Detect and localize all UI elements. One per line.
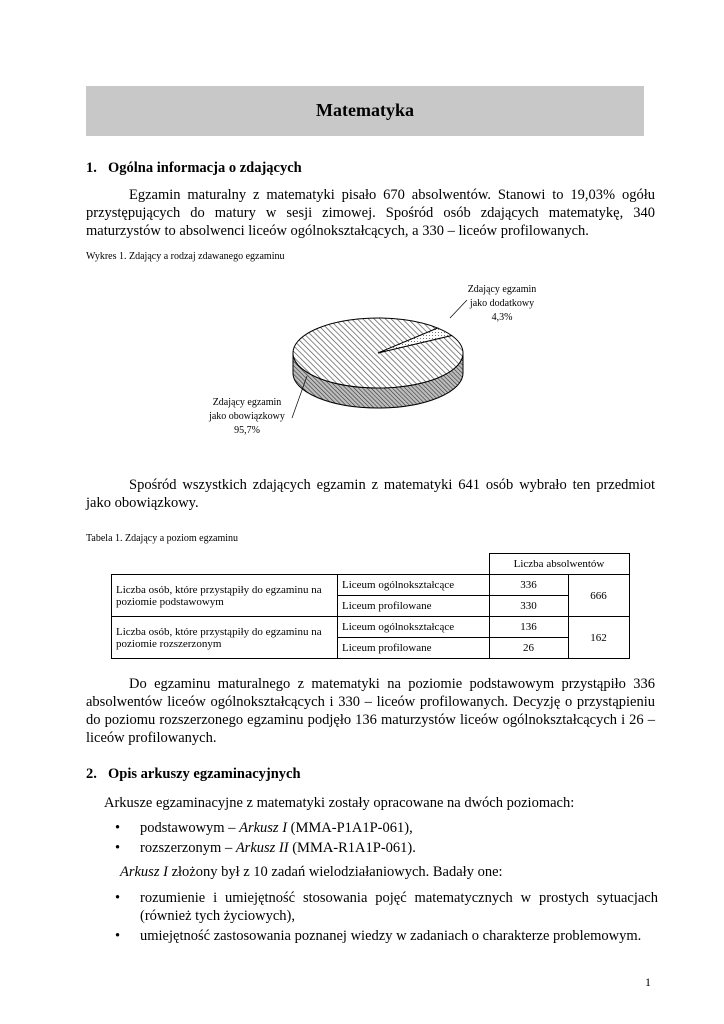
- table-header-row: [112, 554, 630, 575]
- count-cell: 136: [489, 617, 568, 638]
- bullet-icon: •: [115, 820, 121, 836]
- table-header: Liczba absolwentów: [489, 554, 629, 575]
- section-2-intro: Arkusze egzaminacyjne z matematyki zostały opracowane na dwóch poziomach:: [104, 795, 575, 811]
- section-1-heading: [86, 160, 302, 177]
- table-1: [111, 553, 630, 659]
- section-2-title: Opis arkuszy egzaminacyjnych: [108, 766, 301, 782]
- school-type: Liceum ogólnokształcące: [338, 617, 490, 638]
- school-type: Liceum profilowane: [338, 638, 490, 659]
- group-label: Liczba osób, które przystąpiły do egzaminu na poziomie podstawowym: [112, 575, 338, 617]
- label-obowiazkowy-line1: Zdający egzamin: [212, 397, 282, 408]
- table-row: [112, 617, 630, 638]
- figure-1-caption: Wykres 1. Zdający a rodzaj zdawanego egzaminu: [86, 251, 285, 262]
- list-item: • rozumienie i umiejętność stosowania pojęć matematycznych w prostych sytuacjach (również tych życiowych),: [115, 890, 658, 924]
- label-obowiazkowy-value: 95,7%: [234, 425, 260, 436]
- table-1-caption: Tabela 1. Zdający a poziom egzaminu: [86, 533, 239, 544]
- section-2-number: 2.: [86, 766, 97, 782]
- count-cell: 330: [489, 596, 568, 617]
- arkusz-description: [120, 863, 689, 881]
- list-item: • podstawowym – Arkusz I (MMA-P1A1P-061),: [115, 820, 413, 836]
- label-obowiazkowy-line2: jako obowiązkowy: [209, 411, 285, 422]
- section-1-number: 1.: [86, 160, 97, 176]
- count-cell: 336: [489, 575, 568, 596]
- page-number: 1: [645, 975, 651, 989]
- table-header-blank: [112, 554, 338, 575]
- arkusz-desc: złożony był z 10 zadań wielodziałaniowych. Badały one:: [167, 864, 503, 880]
- label-dodatkowy-value: 4,3%: [491, 312, 513, 323]
- label-dodatkowy-line2: jako dodatkowy: [469, 298, 535, 309]
- table-row: [112, 575, 630, 596]
- page-title: Matematyka: [316, 100, 414, 120]
- pie-chart: [180, 278, 550, 448]
- list-item: • umiejętność zastosowania poznanej wiedzy w zadaniach o charakterze problemowym.: [115, 928, 642, 944]
- list-item: • rozszerzonym – Arkusz II (MMA-R1A1P-061).: [115, 840, 416, 856]
- label-dodatkowy: [452, 283, 552, 325]
- bullet-icon: •: [115, 840, 121, 856]
- section-1-title: Ogólna informacja o zdających: [108, 160, 302, 176]
- school-type: Liceum profilowane: [338, 596, 490, 617]
- levels-list: [113, 819, 658, 859]
- paragraph-2: Spośród wszystkich zdających egzamin z matematyki 641 osób wybrało ten przedmiot jako obowiązkowy.: [86, 477, 655, 511]
- paragraph-3: Do egzaminu maturalnego z matematyki na poziomie podstawowym przystąpiło 336 absolwentów liceów ogólnokształcących i 330 – liceów profilowanych. Decyzję o przystąpieniu do poziomu rozszerzonego egzaminu podjęło 136 maturzystów liceów ogólnokształcących i 26 – liceów profilowanych.: [86, 676, 655, 746]
- label-dodatkowy-line1: Zdający egzamin: [467, 284, 537, 295]
- section-2-heading: [86, 766, 301, 783]
- skills-list: [113, 889, 658, 947]
- group-label: Liczba osób, które przystąpiły do egzaminu na poziomie rozszerzonym: [112, 617, 338, 659]
- count-cell: 26: [489, 638, 568, 659]
- label-obowiazkowy: [192, 396, 302, 438]
- total-cell: 162: [568, 617, 629, 659]
- bullet-icon: •: [115, 928, 121, 944]
- title-banner: [86, 86, 644, 136]
- section-1-paragraph: Egzamin maturalny z matematyki pisało 670 absolwentów. Stanowi to 19,03% ogółu przystępujących do matury w sesji zimowej. Spośród osób zdających matematykę, 340 maturzystów to absolwenci liceów ogólnokształcących, a 330 – liceów profilowanych.: [86, 187, 655, 239]
- bullet-icon: •: [115, 890, 121, 906]
- total-cell: 666: [568, 575, 629, 617]
- arkusz-name: Arkusz I: [120, 864, 168, 880]
- school-type: Liceum ogólnokształcące: [338, 575, 490, 596]
- table-header-blank: [338, 554, 490, 575]
